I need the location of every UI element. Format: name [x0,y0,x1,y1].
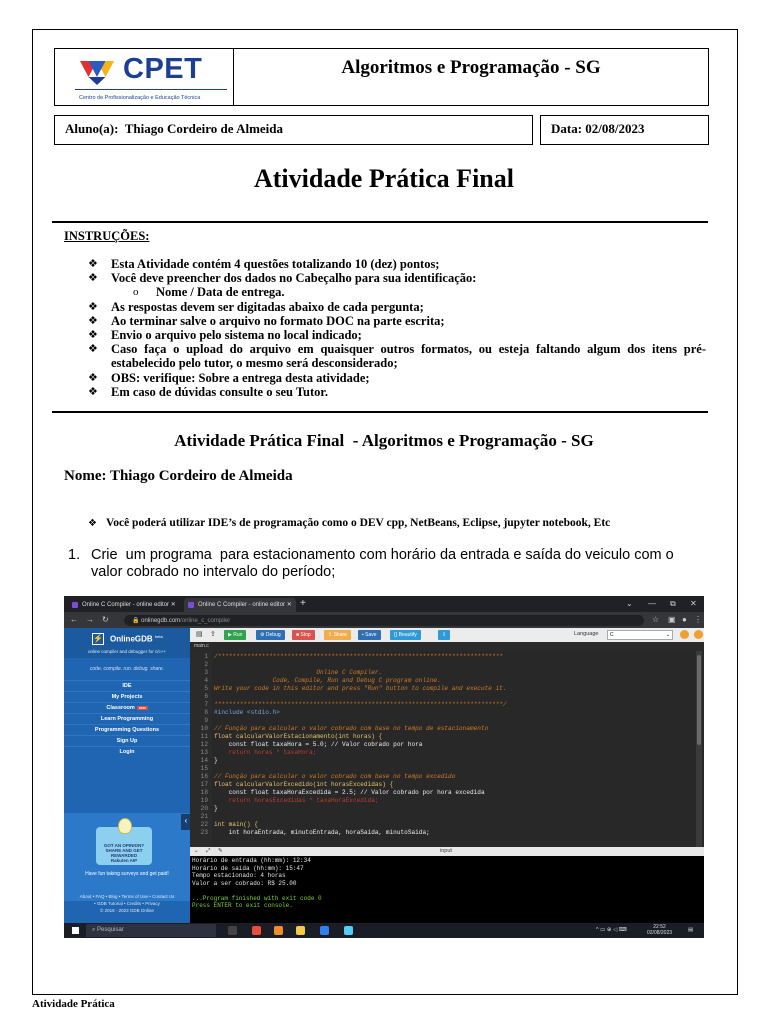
instruction-item: ❖ Você deve preencher dos dados no Cabeçalho para sua identificação: [88,271,477,286]
windows-start-icon[interactable] [72,927,79,934]
divider-bottom [52,411,708,413]
input-panel-label: input [440,848,452,854]
line-number: 21 [200,813,208,820]
code-text: const float taxaHoraExcedida = 2.5; // Valor cobrado por hora excedida [214,789,485,796]
code-line [190,829,430,837]
edge-icon[interactable] [320,926,329,935]
search-icon: ⌕ [92,927,96,933]
new-badge: new [138,706,146,710]
divider-top [52,221,708,223]
cpet-logo-icon [80,57,114,85]
diamond-bullet-icon: ❖ [88,518,97,529]
code-text: return horas * taxaHora; [214,749,317,756]
sidebar-header [64,628,190,658]
code-line [190,781,393,789]
console-line: ...Program finished with exit code 0 [192,894,322,902]
code-text: Write your code in this editor and press "Run" button to compile and execute it. [214,685,507,692]
diamond-bullet-icon: ❖ [88,342,98,356]
code-text: #include <stdio.h> [214,709,280,716]
section-title: Atividade Prática Final - Algoritmos e Programação - SG [174,431,594,450]
console-line: Press ENTER to exit console. [192,902,293,909]
name-line: Nome: Thiago Cordeiro de Almeida [64,468,293,484]
line-number: 23 [200,829,208,836]
line-number: 4 [204,677,208,684]
sidebar-footer: About • FAQ • Blog • Terms of Use • Contact Us • GDB Tutorial • Credits • Privacy © 2016 - 2023 GDB Online [79,894,175,913]
line-number: 20 [200,805,208,812]
code-text: Code, Compile, Run and Debug C program online. [214,677,441,684]
code-text: } [214,757,218,764]
restore-icon[interactable]: ⧉ [670,599,676,608]
share-button[interactable]: ⇧ Share [324,630,351,640]
language-select[interactable]: C ⌄ [607,630,673,640]
system-tray-icons[interactable]: ^ ▭ ⊕ ◁ ⌨ [596,927,627,933]
code-text: int main() { [214,821,258,828]
diamond-bullet-icon: ❖ [88,370,98,384]
expand-icon[interactable]: ⤢ [206,848,211,854]
code-line [190,653,503,661]
theme-icon[interactable] [694,630,703,639]
line-number: 22 [200,821,208,828]
taskbar-clock[interactable]: 22:52 02/08/2023 [647,924,673,936]
page-footer: Atividade Prática [32,998,115,1010]
console-line: Horário de entrada (hh:mm): 12:34 [192,857,311,864]
line-number: 15 [200,765,208,772]
motto: code. compile. run. debug. share. [89,666,165,672]
editor-scrollbar[interactable] [696,651,702,847]
file-tab[interactable]: main.c [190,642,704,651]
ide-screenshot [64,596,704,938]
code-editor[interactable] [190,651,704,847]
sidebar-toggle-icon[interactable]: ▣ [668,615,676,624]
reload-icon[interactable]: ↻ [102,615,109,624]
diamond-bullet-icon: ❖ [88,384,98,398]
diamond-bullet-icon: ❖ [88,257,98,270]
line-number: 5 [204,685,208,692]
menu-icon[interactable]: ⋮ [694,615,702,624]
diamond-bullet-icon: ❖ [88,299,98,313]
instruction-item: ❖ Ao terminar salve o arquivo no formato DOC na parte escrita; [88,313,445,328]
question-1 [68,547,708,581]
browser-tab-active[interactable]: Online C Compiler - online editor ✕ [184,598,296,612]
console-line: Horário de saída (hh:mm): 15:47 [192,864,304,872]
code-text: return horasExcedidas * taxaHoraExcedida; [214,797,379,804]
settings-icon[interactable] [680,630,689,639]
code-line [190,709,280,717]
chevron-down-icon[interactable]: ⌄ [194,848,199,854]
chrome-icon[interactable] [252,926,261,935]
instruction-item: ❖ Em caso de dúvidas consulte o seu Tutor. [88,384,328,399]
line-number: 2 [204,661,208,668]
taskbar-search[interactable]: ⌕ Pesquisar [86,924,216,937]
line-number: 6 [204,693,208,700]
star-icon[interactable]: ☆ [652,615,660,624]
code-text: } [214,805,218,812]
line-number: 3 [204,669,208,676]
debug-button[interactable]: ⚙ Debug [256,630,285,640]
sidebar-item-login[interactable]: Login [64,746,190,757]
browser-tab-bar [64,596,704,612]
sidebar-item-projects[interactable]: My Projects [64,691,190,702]
logo-box [54,48,234,106]
code-text: const float taxaHora = 5.0; // Valor cobrado por hora [214,741,423,748]
windows-taskbar [64,923,704,938]
course-box [234,48,709,106]
browser-tab[interactable]: Online C Compiler - online editor ✕ [68,598,178,612]
code-line [190,813,214,821]
code-line [190,693,214,701]
code-line [190,669,382,677]
sidebar-item-ide[interactable]: IDE [64,680,190,691]
folder-icon[interactable] [296,926,305,935]
lightbulb-icon [118,818,132,834]
student-name: Thiago Cordeiro de Almeida [124,121,284,136]
file-icon[interactable]: ▤ [196,631,203,638]
instruction-item: ❖ Esta Atividade contém 4 questões totalizando 10 (dez) pontos; [88,257,440,271]
course-title: Algoritmos e Programação - SG [341,57,601,78]
question-text: Crie um programa para estacionamento com horário da entrada e saída do veiculo com o valor cobrado no intervalo do período; [91,547,678,580]
logo-text: CPET [123,53,203,85]
ad-headline: GOT AN OPINION? SHARE AND GET REWARDED Rakuten AIP [103,843,145,863]
code-line [190,677,441,685]
code-text: float calcularValorEstacionamento(int horas) { [214,733,383,740]
line-number: 17 [200,781,208,788]
sidebar-item-classroom[interactable]: Classroom new [64,702,190,713]
beautify-button[interactable]: {} Beautify [390,630,421,640]
code-text: /****************************************************************************** [214,653,503,660]
code-text: // Função para calcular o valor cobrado com base no tempo de estacionamento [214,725,489,732]
console-line: Tempo estacionado: 4 horas [192,872,286,879]
line-number: 12 [200,741,208,748]
upload-icon[interactable]: ⇪ [210,631,216,638]
task-view-icon[interactable] [228,926,237,935]
circle-bullet-icon: o [133,286,139,299]
instruction-item: ❖ OBS: verifique: Sobre a entrega desta atividade; [88,370,370,385]
code-line [190,757,218,765]
panel-splitter[interactable] [190,847,704,856]
date-label: Data: [551,121,583,136]
code-line [190,725,488,733]
student-field [54,115,533,145]
scroll-thumb[interactable] [697,655,701,745]
code-line [190,749,316,757]
address-bar [64,612,704,628]
code-line [190,717,214,725]
line-number: 18 [200,789,208,796]
instruction-item: ❖ Caso faça o upload do arquivo em quaisquer outros formatos, ou esteja faltando algum dos itens pré-estabelecido pelo tutor, o mesmo será desconsiderado; [88,342,706,371]
diamond-bullet-icon: ❖ [88,313,98,327]
sidebar-menu [64,680,190,757]
instructions-list [88,257,706,399]
instruction-subitem: o Nome / Data de entrega. [133,285,285,300]
chevron-down-icon[interactable]: ⌄ [626,599,633,608]
url-input[interactable]: 🔒 onlinegdb.com/online_c_compiler [124,615,644,626]
instruction-item: ❖ Envio o arquivo pelo sistema no local indicado; [88,328,362,343]
code-line [190,701,507,709]
logo-divider [75,89,227,90]
survey-ad[interactable] [64,813,190,901]
page-title: Atividade Prática Final [254,164,514,193]
code-line [190,773,455,781]
gdb-sidebar [64,628,190,923]
code-text: int horaEntrada, minutoEntrada, horaSaida, minutoSaida; [214,829,430,836]
line-number: 13 [200,749,208,756]
forward-icon[interactable]: → [86,615,94,624]
date-field [540,115,709,145]
back-icon[interactable]: ← [70,615,78,624]
download-button[interactable]: ⇩ [438,630,450,640]
console-line: Valor a ser cobrado: R$ 25.00 [192,879,297,887]
code-line [190,797,379,805]
gdb-logo-icon: ⚡ [93,634,103,643]
code-text: float calcularValorExcedido(int horasExcedidas) { [214,781,394,788]
sidebar-item-learn[interactable]: Learn Programming [64,713,190,724]
code-line [190,661,214,669]
new-tab-icon[interactable]: + [300,598,306,609]
profile-icon[interactable]: ● [682,615,687,624]
ide-note: ❖ Você poderá utilizar IDE’s de programação como o DEV cpp, NetBeans, Eclipse, jupyter notebook, Etc [88,517,611,529]
date-value: 02/08/2023 [585,121,645,136]
code-line [190,821,258,829]
save-button[interactable]: ▪ Save [358,630,381,640]
question-number: 1. [68,547,81,563]
diamond-bullet-icon: ❖ [88,271,98,285]
code-text: // Função para calcular o valor cobrado com base no tempo excedido [214,773,456,780]
minimize-icon[interactable]: — [648,599,656,608]
language-label: Language [574,631,599,637]
instructions-heading: INSTRUÇÕES: [64,229,150,243]
line-number: 1 [204,653,208,660]
instruction-item: ❖ As respostas devem ser digitadas abaixo de cada pergunta; [88,299,424,314]
clear-icon[interactable]: ✎ [218,848,223,854]
brand-tagline: online compiler and debugger for c/c++ [87,649,167,654]
editor-toolbar [190,628,704,642]
app-icon[interactable] [344,926,353,935]
code-line [190,741,422,749]
collapse-sidebar-icon[interactable]: ‹ [181,814,191,830]
run-button[interactable]: ▶ Run [224,630,246,640]
line-number: 9 [204,717,208,724]
line-number: 19 [200,797,208,804]
code-line [190,765,214,773]
sidebar-item-questions[interactable]: Programming Questions [64,724,190,735]
close-icon[interactable]: ✕ [690,599,697,608]
chevron-down-icon: ⌄ [665,632,670,638]
line-number: 8 [204,709,208,716]
stop-button[interactable]: ■ Stop [292,630,315,640]
line-number: 7 [204,701,208,708]
code-line [190,789,485,797]
gdb-favicon-icon [188,602,194,608]
code-text: Online C Compiler. [214,669,383,676]
firefox-icon[interactable] [274,926,283,935]
notifications-icon[interactable]: ▤ [688,927,694,933]
line-number: 10 [200,725,208,732]
brand-name: OnlineGDB $^{beta}$ [110,634,163,644]
sidebar-item-signup[interactable]: Sign Up [64,735,190,746]
gdb-favicon-icon [72,602,78,608]
line-number: 16 [200,773,208,780]
logo-subtitle: Centro de Profissionalização e Educação Técnica [79,95,201,101]
line-number: 11 [200,733,208,740]
code-line [190,685,507,693]
line-number: 14 [200,757,208,764]
code-text: *******************************************************************************/ [214,701,507,708]
ad-caption: Have fun taking surveys and get paid! [85,871,169,877]
code-line [190,733,382,741]
console-output[interactable] [190,856,704,923]
student-label: Aluno(a): [65,121,119,136]
diamond-bullet-icon: ❖ [88,328,98,342]
code-line [190,805,218,813]
